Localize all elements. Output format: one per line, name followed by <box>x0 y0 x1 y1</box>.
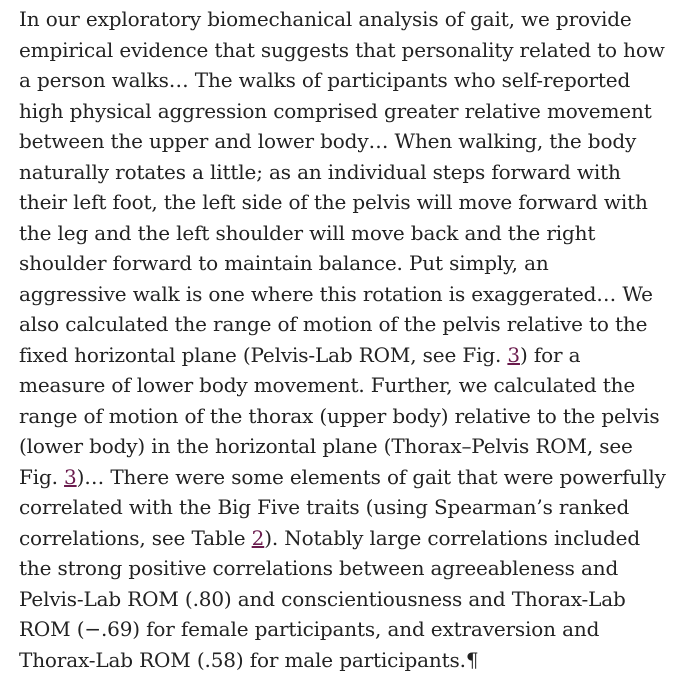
text-line: high physical aggression comprised greater relative movement <box>19 96 691 127</box>
figure-3-link[interactable]: 3 <box>507 343 520 367</box>
text-segment: )… There were some elements of gait that were powerfully <box>77 465 666 489</box>
text-line: Thorax-Lab ROM (.58) for male participants.¶ <box>19 645 691 675</box>
text-line: empirical evidence that suggests that personality related to how <box>19 35 691 66</box>
text-segment: fixed horizontal plane (Pelvis-Lab ROM, see Fig. <box>19 343 507 367</box>
text-line: their left foot, the left side of the pelvis will move forward with <box>19 187 691 218</box>
text-line: In our exploratory biomechanical analysis of gait, we provide <box>19 4 691 35</box>
text-line: ROM (−.69) for female participants, and extraversion and <box>19 614 691 645</box>
text-line: naturally rotates a little; as an individual steps forward with <box>19 157 691 188</box>
text-segment: ). Notably large correlations included <box>264 526 640 550</box>
text-line: the strong positive correlations between agreeableness and <box>19 553 691 584</box>
text-line: correlated with the Big Five traits (using Spearman’s ranked <box>19 492 691 523</box>
document-paragraph <box>19 4 691 675</box>
text-segment: ) for a <box>520 343 580 367</box>
text-line-with-figure-ref <box>19 462 691 493</box>
table-2-link[interactable]: 2 <box>252 526 265 550</box>
text-line: a person walks… The walks of participants who self-reported <box>19 65 691 96</box>
text-line: Pelvis-Lab ROM (.80) and conscientiousness and Thorax-Lab <box>19 584 691 615</box>
text-line: range of motion of the thorax (upper body) relative to the pelvis <box>19 401 691 432</box>
text-line: also calculated the range of motion of the pelvis relative to the <box>19 309 691 340</box>
text-line: shoulder forward to maintain balance. Put simply, an <box>19 248 691 279</box>
text-line: aggressive walk is one where this rotation is exaggerated… We <box>19 279 691 310</box>
text-line: the leg and the left shoulder will move back and the right <box>19 218 691 249</box>
text-segment: correlations, see Table <box>19 526 252 550</box>
figure-3-link[interactable]: 3 <box>64 465 77 489</box>
text-line: between the upper and lower body… When walking, the body <box>19 126 691 157</box>
text-line: measure of lower body movement. Further, we calculated the <box>19 370 691 401</box>
text-line-with-figure-ref <box>19 340 691 371</box>
text-line-with-table-ref <box>19 523 691 554</box>
text-line: (lower body) in the horizontal plane (Thorax–Pelvis ROM, see <box>19 431 691 462</box>
text-segment: Fig. <box>19 465 64 489</box>
